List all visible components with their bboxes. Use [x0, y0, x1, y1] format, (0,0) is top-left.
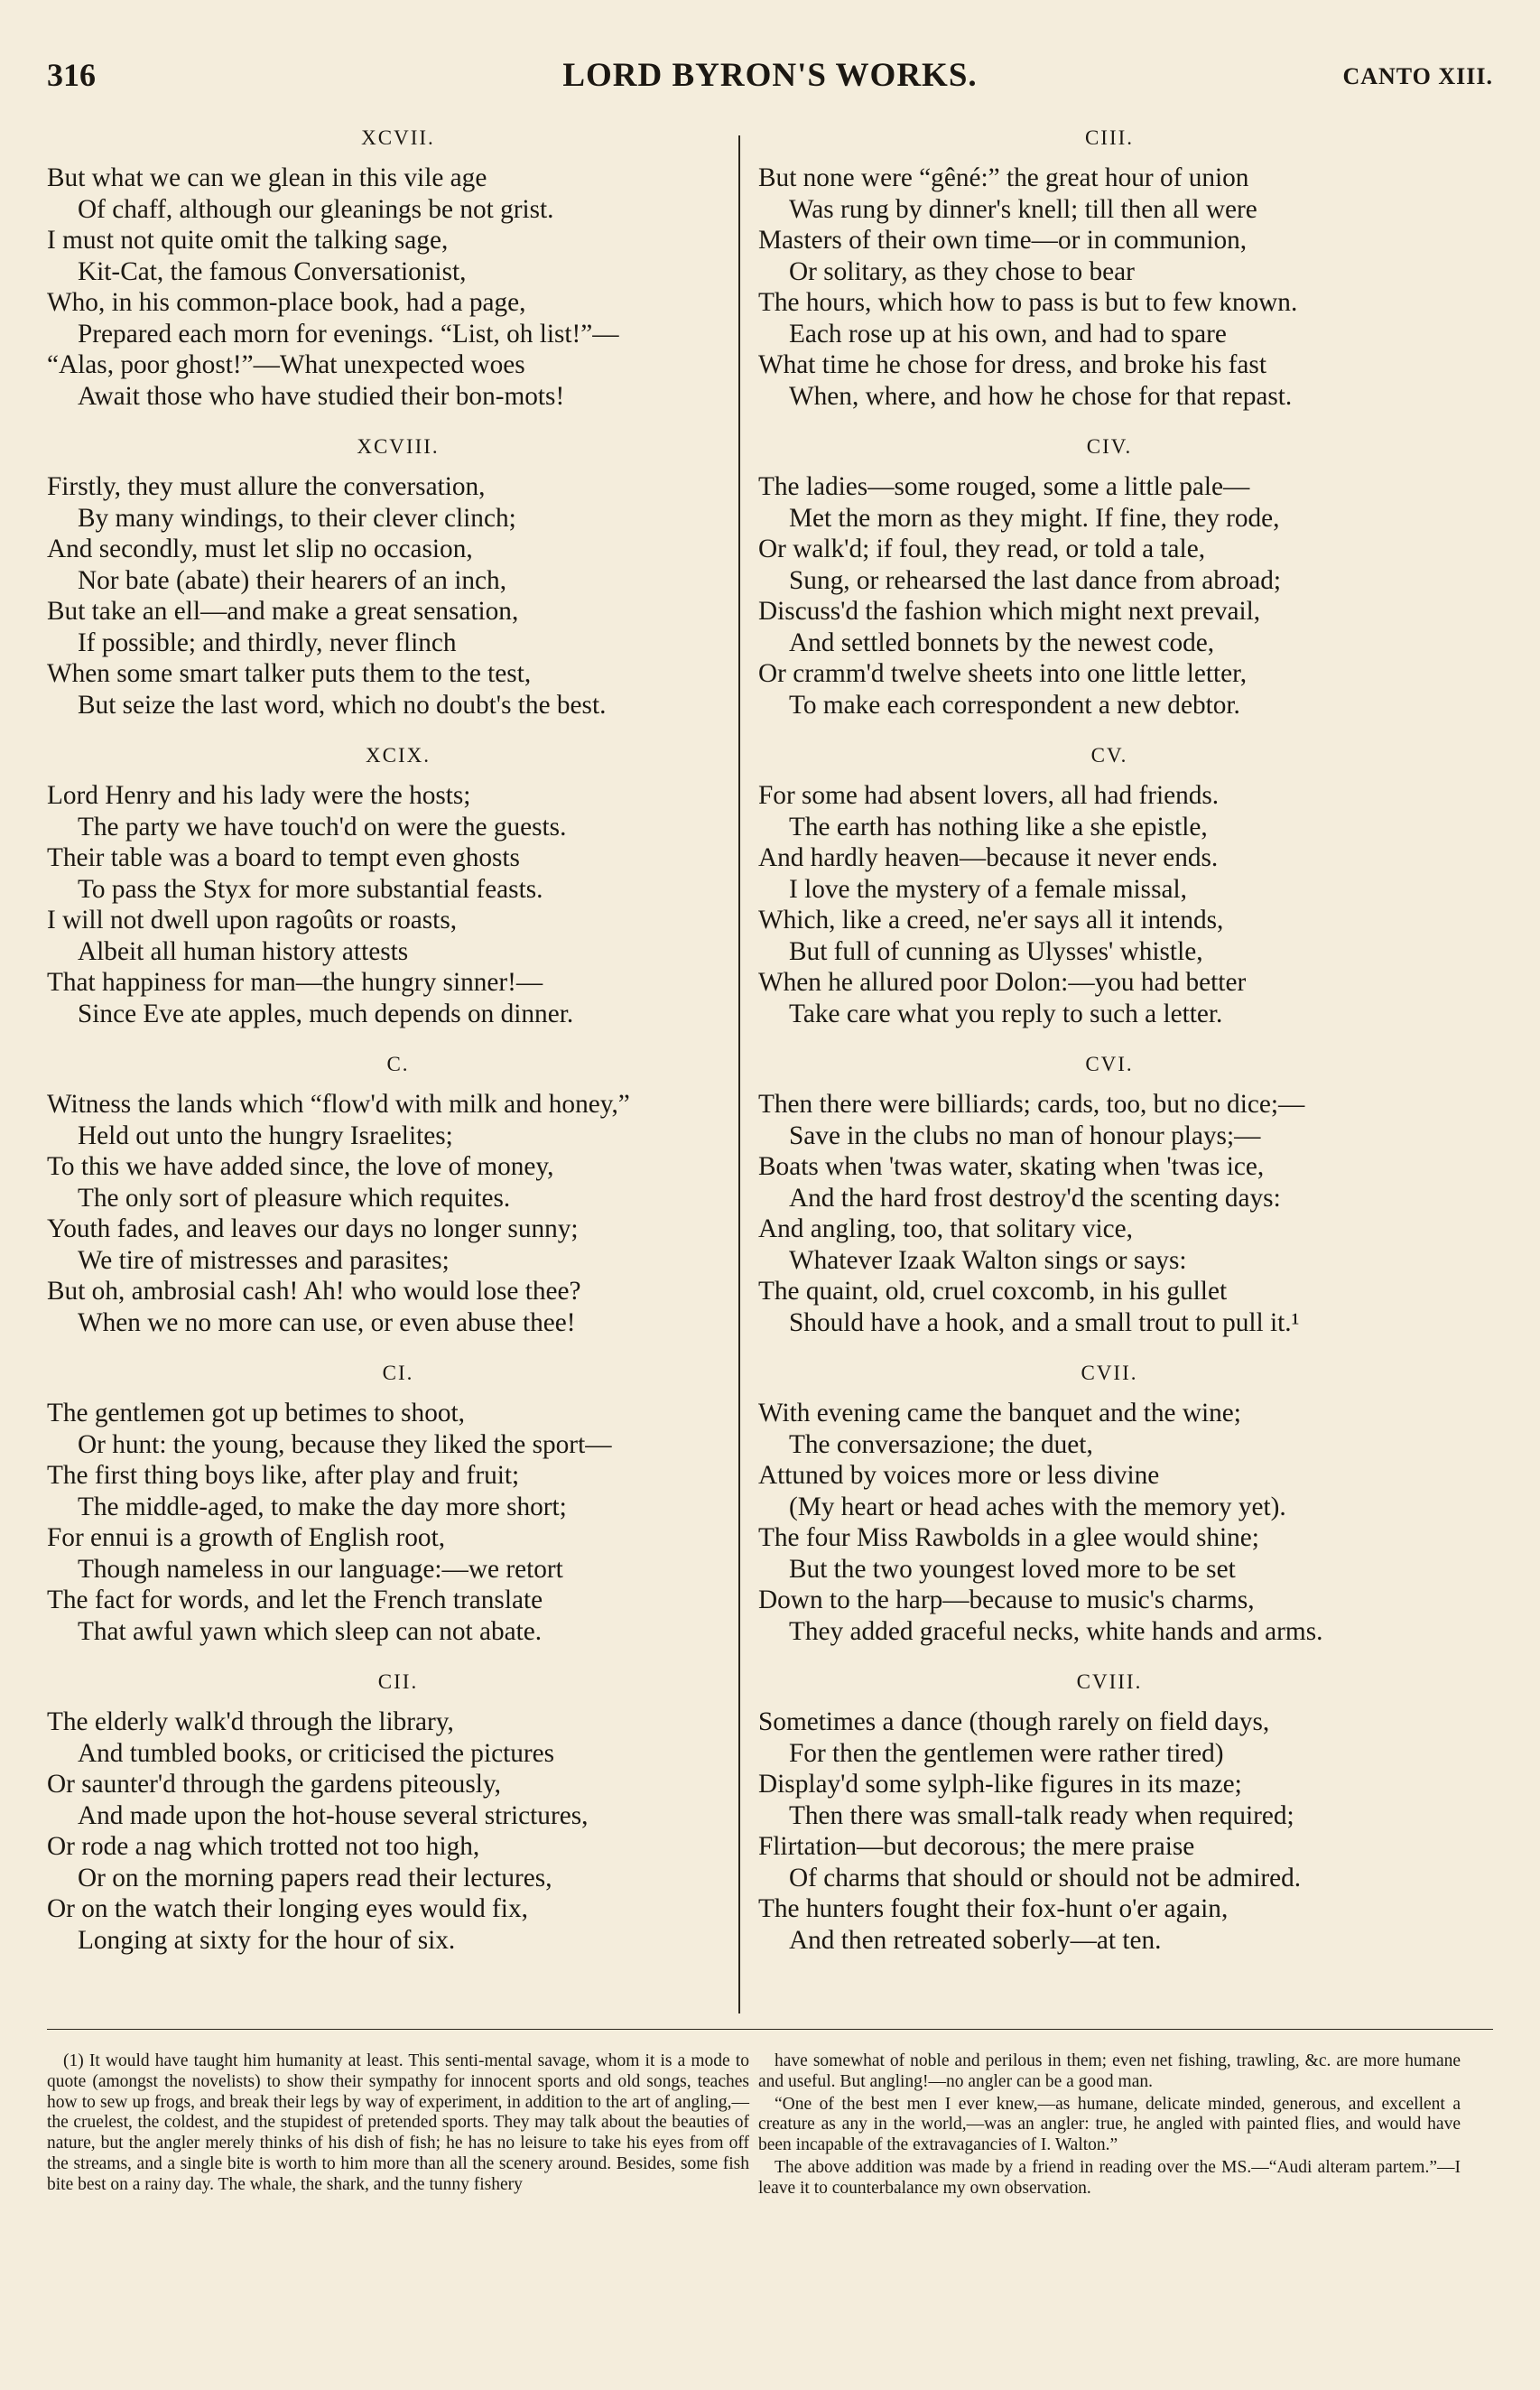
verse-line: Masters of their own time—or in communion, — [758, 226, 1248, 255]
verse-line: Their table was a board to tempt even ghosts — [47, 843, 520, 872]
footnote-left — [47, 2051, 749, 2198]
column-divider — [738, 135, 740, 2013]
verse-line: When some smart talker puts them to the test, — [47, 659, 532, 688]
verse-line: I will not dwell upon ragoûts or roasts, — [47, 906, 458, 935]
verse-line: When, where, and how he chose for that repast. — [789, 381, 1293, 411]
verse-line: When we no more can use, or even abuse thee! — [78, 1307, 576, 1337]
stanza — [758, 126, 1461, 412]
verse-line: Attuned by voices more or less divine — [758, 1461, 1160, 1490]
stanza-numeral: CVII. — [1081, 1362, 1138, 1384]
verse-line: Or cramm'd twelve sheets into one little letter, — [758, 659, 1248, 688]
verse-line: Or rode a nag which trotted not too high, — [47, 1832, 480, 1861]
verse-line: With evening came the banquet and the wine; — [758, 1399, 1241, 1427]
verse-line: Flirtation—but decorous; the mere praise — [758, 1832, 1195, 1861]
stanza-numeral: CII. — [377, 1670, 419, 1693]
verse-line: Take care what you reply to such a letter. — [789, 999, 1223, 1028]
verse-line: Save in the clubs no man of honour plays;— — [789, 1121, 1261, 1150]
verse-line: The gentlemen got up betimes to shoot, — [47, 1399, 465, 1427]
verse-line: Or saunter'd through the gardens piteously, — [47, 1770, 501, 1799]
verse-line: Met the morn as they might. If fine, they rode, — [789, 503, 1280, 533]
verse-line: But take an ell—and make a great sensation, — [47, 597, 519, 626]
footnote-paragraph: “One of the best men I ever knew,—as humane, delicate minded, generous, and excellent a creature as any in the world,—was an angler: true, he angled with painted flies, and would have been incapable of the extravagancies of I. Walton.” — [758, 2094, 1461, 2155]
verse-line: And made upon the hot-house several strictures, — [78, 1800, 589, 1830]
verse-line: And hardly heaven—because it never ends. — [758, 843, 1219, 872]
verse-line: The elderly walk'd through the library, — [47, 1707, 454, 1736]
verse-line: Down to the harp—because to music's charms, — [758, 1586, 1255, 1614]
footnote-paragraph: The above addition was made by a friend in reading over the MS.—“Audi alteram partem.”—I leave it to counterbalance my own observation. — [758, 2157, 1461, 2198]
verse-line: But seize the last word, which no doubt's the best. — [78, 690, 607, 720]
verse-line: The middle-aged, to make the day more short; — [78, 1492, 567, 1521]
stanza — [47, 744, 749, 1029]
verse-line: Lord Henry and his lady were the hosts; — [47, 781, 471, 810]
page-header — [47, 56, 1493, 101]
verse-line: (My heart or head aches with the memory yet). — [789, 1492, 1286, 1521]
verse-line: Longing at sixty for the hour of six. — [78, 1925, 456, 1955]
verse-line: But full of cunning as Ulysses' whistle, — [789, 936, 1203, 966]
verse-line: The only sort of pleasure which requites. — [78, 1183, 511, 1213]
verse-line: Or solitary, as they chose to bear — [789, 256, 1135, 286]
verse-line: That happiness for man—the hungry sinner!— — [47, 968, 543, 997]
verse-line: Who, in his common-place book, had a page, — [47, 288, 526, 317]
verse-line: Or hunt: the young, because they liked the sport— — [78, 1429, 612, 1459]
verse-line: I love the mystery of a female missal, — [789, 874, 1187, 904]
verse-line: Of charms that should or should not be admired. — [789, 1863, 1302, 1892]
verse-line: Was rung by dinner's knell; till then all were — [789, 194, 1257, 224]
verse-line: The hours, which how to pass is but to few known. — [758, 288, 1298, 317]
verse-line: If possible; and thirdly, never flinch — [78, 628, 457, 657]
verse-line: Firstly, they must allure the conversation, — [47, 472, 486, 501]
right-poem-column — [758, 126, 1461, 1979]
verse-line: Await those who have studied their bon-mots! — [78, 381, 565, 411]
left-poem-column — [47, 126, 749, 1979]
verse-line: And settled bonnets by the newest code, — [789, 628, 1215, 657]
running-title: LORD BYRON'S WORKS. — [562, 57, 978, 94]
footnote-right — [758, 2051, 1461, 2201]
verse-line: By many windings, to their clever clinch; — [78, 503, 516, 533]
verse-line: Or on the morning papers read their lectures, — [78, 1863, 552, 1892]
verse-line: That awful yawn which sleep can not abate. — [78, 1616, 543, 1646]
footnote-paragraph: have somewhat of noble and perilous in them; even net fishing, trawling, &c. are more humane and useful. But angling!—no angler can be a good man. — [758, 2051, 1461, 2091]
stanza — [758, 1362, 1461, 1647]
verse-line: And the hard frost destroy'd the scenting days: — [789, 1183, 1281, 1213]
verse-line: Display'd some sylph-like figures in its maze; — [758, 1770, 1242, 1799]
stanza-numeral: CIII. — [1084, 126, 1135, 149]
verse-line: Nor bate (abate) their hearers of an inch, — [78, 565, 507, 595]
verse-line: For ennui is a growth of English root, — [47, 1523, 446, 1552]
verse-line: The quaint, old, cruel coxcomb, in his gullet — [758, 1277, 1228, 1306]
verse-line: But what we can we glean in this vile age — [47, 163, 487, 192]
stanza-numeral: CVIII. — [1076, 1670, 1143, 1693]
verse-line: The conversazione; the duet, — [789, 1429, 1093, 1459]
verse-line: The fact for words, and let the French translate — [47, 1586, 543, 1614]
stanza-numeral: CV. — [1090, 744, 1128, 767]
canto-label: CANTO XIII. — [1342, 63, 1493, 89]
verse-line: “Alas, poor ghost!”—What unexpected woes — [47, 350, 525, 379]
verse-line: And then retreated soberly—at ten. — [789, 1925, 1162, 1955]
verse-line: Of chaff, although our gleanings be not grist. — [78, 194, 554, 224]
verse-line: The hunters fought their fox-hunt o'er again, — [758, 1894, 1229, 1923]
verse-line: They added graceful necks, white hands and arms. — [789, 1616, 1323, 1646]
stanza-numeral: CIV. — [1086, 435, 1133, 458]
verse-line: But oh, ambrosial cash! Ah! who would lose thee? — [47, 1277, 581, 1306]
verse-line: Since Eve ate apples, much depends on dinner. — [78, 999, 574, 1028]
verse-line: The ladies—some rouged, some a little pale— — [758, 472, 1250, 501]
verse-line: Prepared each morn for evenings. “List, oh list!”— — [78, 319, 619, 349]
verse-line: The first thing boys like, after play and fruit; — [47, 1461, 520, 1490]
stanza — [758, 1053, 1461, 1338]
footnote-paragraph: (1) It would have taught him humanity at least. This senti-mental savage, whom it is a mode to quote (amongst the novelists) to show their sympathy for innocent sports and old songs, teaches how to sew up frogs, and break their legs by way of experiment, in addition to the art of angling,—the cruelest, the coldest, and the stupidest of pretended sports. They may talk about the beauties of nature, but the angler merely thinks of his dish of fish; he has no leisure to take his eyes from off the streams, and a single bite is worth to him more than all the scenery around. Besides, some fish bite best on a rainy day. The whale, the shark, and the tunny fishery — [47, 2051, 749, 2194]
verse-line: Discuss'd the fashion which might next prevail, — [758, 597, 1261, 626]
stanza-numeral: CI. — [382, 1362, 414, 1384]
stanza — [47, 126, 749, 412]
verse-line: To this we have added since, the love of money, — [47, 1152, 554, 1181]
verse-line: Boats when 'twas water, skating when 'twas ice, — [758, 1152, 1265, 1181]
verse-line: Youth fades, and leaves our days no longer sunny; — [47, 1214, 579, 1243]
verse-line: Which, like a creed, ne'er says all it intends, — [758, 906, 1224, 935]
footnote-rule — [47, 2029, 1493, 2030]
verse-line: Albeit all human history attests — [78, 936, 409, 966]
verse-line: But none were “gêné:” the great hour of union — [758, 163, 1249, 192]
verse-line: For then the gentlemen were rather tired) — [789, 1738, 1224, 1768]
verse-line: And secondly, must let slip no occasion, — [47, 535, 473, 563]
stanza — [47, 1053, 749, 1338]
verse-line: Should have a hook, and a small trout to pull it.¹ — [789, 1307, 1300, 1337]
stanza — [758, 744, 1461, 1029]
verse-line: And tumbled books, or criticised the pictures — [78, 1738, 555, 1768]
verse-line: The party we have touch'd on were the guests. — [78, 812, 567, 842]
verse-line: Kit-Cat, the famous Conversationist, — [78, 256, 467, 286]
page-number: 316 — [47, 57, 96, 93]
verse-line: Sung, or rehearsed the last dance from abroad; — [789, 565, 1282, 595]
verse-line: Sometimes a dance (though rarely on field days, — [758, 1707, 1270, 1736]
verse-line: The earth has nothing like a she epistle, — [789, 812, 1208, 842]
verse-line: Though nameless in our language:—we retort — [78, 1554, 563, 1584]
verse-line: I must not quite omit the talking sage, — [47, 226, 449, 255]
verse-line: When he allured poor Dolon:—you had better — [758, 968, 1247, 997]
stanza-numeral: C. — [386, 1053, 410, 1075]
verse-line: Witness the lands which “flow'd with milk and honey,” — [47, 1090, 630, 1119]
verse-line: To pass the Styx for more substantial feasts. — [78, 874, 543, 904]
stanza — [758, 1670, 1461, 1956]
stanza — [47, 435, 749, 721]
stanza-numeral: XCVII. — [361, 126, 435, 149]
stanza — [47, 1670, 749, 1956]
verse-line: The four Miss Rawbolds in a glee would shine; — [758, 1523, 1259, 1552]
verse-line: Or on the watch their longing eyes would fix, — [47, 1894, 528, 1923]
verse-line: Or walk'd; if foul, they read, or told a tale, — [758, 535, 1206, 563]
verse-line: Whatever Izaak Walton sings or says: — [789, 1245, 1187, 1275]
verse-line: For some had absent lovers, all had friends. — [758, 781, 1220, 810]
verse-line: Each rose up at his own, and had to spare — [789, 319, 1227, 349]
verse-line: What time he chose for dress, and broke his fast — [758, 350, 1266, 379]
verse-line: And angling, too, that solitary vice, — [758, 1214, 1133, 1243]
verse-line: To make each correspondent a new debtor. — [789, 690, 1240, 720]
verse-line: But the two youngest loved more to be set — [789, 1554, 1236, 1584]
verse-line: Then there were billiards; cards, too, but no dice;— — [758, 1090, 1305, 1119]
stanza — [758, 435, 1461, 721]
stanza — [47, 1362, 749, 1647]
verse-line: We tire of mistresses and parasites; — [78, 1245, 450, 1275]
verse-line: Then there was small-talk ready when required; — [789, 1800, 1294, 1830]
stanza-numeral: XCIX. — [366, 744, 431, 767]
stanza-numeral: CVI. — [1085, 1053, 1134, 1075]
stanza-numeral: XCVIII. — [357, 435, 440, 458]
verse-line: Held out unto the hungry Israelites; — [78, 1121, 453, 1150]
